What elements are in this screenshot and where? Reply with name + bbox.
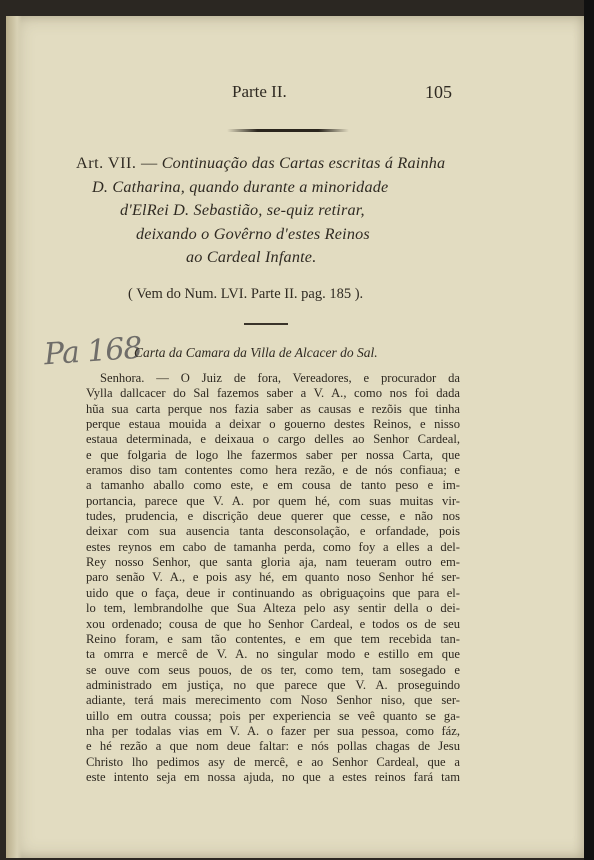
letter-line: tudes, prudencia, e discrição deue querer que cesse, e não nos — [86, 509, 460, 524]
letter-line: Rey nosso Senhor, que santa gloria aja, nam teueram outro em- — [86, 555, 460, 570]
article-title — [58, 152, 478, 270]
letter-line: deixar com sua ausencia tanta desconsolação, e orfandade, pois — [86, 524, 460, 539]
article-title-line: d'ElRei D. Sebastião, se-quiz retirar, — [120, 201, 365, 219]
letter-line: se ouve com seus pouos, de os ter, como tem, tam sosegado e — [86, 662, 460, 677]
section-heading: Parte II. — [232, 82, 287, 101]
ornamental-rule — [227, 129, 349, 132]
letter-line: Reino foram, e sam tão contentes, e em que tem recebida tan- — [86, 631, 460, 646]
running-head — [210, 82, 510, 106]
letter-line: este intento seja em nossa ajuda, no que a estes reinos fará tam — [86, 769, 460, 784]
handwritten-shelfmark: Pa 168 — [42, 330, 143, 373]
page-number: 105 — [425, 82, 452, 102]
letter-line: Christo lho pedimos asy de mercê, e ao Senhor Cardeal, que a — [86, 754, 460, 769]
article-title-line: D. Catharina, quando durante a minoridade — [92, 177, 389, 196]
letter-line: portancia, parece que V. A. por quem hé, com suas muitas vir- — [86, 493, 460, 508]
letter-line: estaua determinada, e deixaua o cargo delles ao Senhor Cardeal, — [86, 432, 460, 447]
letter-title: Carta da Camara da Villa de Alcacer do Sal. — [134, 345, 378, 360]
letter-line: Senhora. — O Juiz de fora, Vereadores, e procurador da — [100, 371, 460, 385]
continued-from-note: ( Vem do Num. LVI. Parte II. pag. 185 ). — [128, 286, 364, 302]
letter-body — [86, 371, 460, 785]
article-title-line: Art. VII. — Continuação das Cartas escritas á Rainha — [76, 154, 446, 172]
article-title-line: ao Cardeal Infante. — [186, 248, 317, 266]
letter-line: eramos diso tam contentes como hera rezão, e de nós confiaua; e — [86, 463, 460, 478]
article-label: Art. VII. — — [76, 154, 158, 172]
letter-line: e hé rezão a que nom deue faltar: e nós pollas chagas de Jesu — [86, 739, 460, 754]
page-gutter — [6, 16, 22, 858]
letter-line: e que folgaria de logo lhe fazermos saber per nossa Carta, que — [86, 447, 460, 462]
letter-line: ta omrra e mercê de V. A. no singular modo e estillo em que — [86, 647, 460, 662]
letter-line: a tamanho aballo como este, e em cousa de tanto peso e im- — [86, 478, 460, 493]
letter-line: administrado em justiça, no que parece que V. A. proseguindo — [86, 677, 460, 692]
letter-line: uido que o faça, deue ir continuando as obriguaçoins que para el- — [86, 585, 460, 600]
letter-line: lo tem, lembrandolhe que Sua Alteza pelo asy sentir della o dei- — [86, 601, 460, 616]
scan-edge — [584, 0, 594, 860]
article-title-line: deixando o Govêrno d'estes Reinos — [136, 224, 370, 243]
letter-line: uillo em outra coussa; pois per experiencia se veê quanto se ga- — [86, 708, 460, 723]
letter-line: paro senão V. A., e pois asy hé, em quanto noso Senhor hé ser- — [86, 570, 460, 585]
letter-line: xou ordenado; cousa de que ho Senhor Cardeal, e todos os de seu — [86, 616, 460, 631]
letter-line: hũa sua carta perque nos fazia saber as causas e rezõis que tinha — [86, 401, 460, 416]
letter-line: Vylla dallcacer do Sal fazemos saber a V. A., como nos foi dada — [86, 386, 460, 401]
letter-line: estes reynos em cabo de tamanha perda, como foy a elles a del- — [86, 539, 460, 554]
letter-line: adiante, terá mais merecimento com Noso Senhor niso, que ser- — [86, 693, 460, 708]
letter-line: nha per todalas vias em V. A. o fazer per sua pessoa, como fáz, — [86, 723, 460, 738]
letter-line: perque estaua mouida a deixar o gouerno destes Reinos, e nisso — [86, 417, 460, 432]
section-divider — [244, 323, 288, 325]
